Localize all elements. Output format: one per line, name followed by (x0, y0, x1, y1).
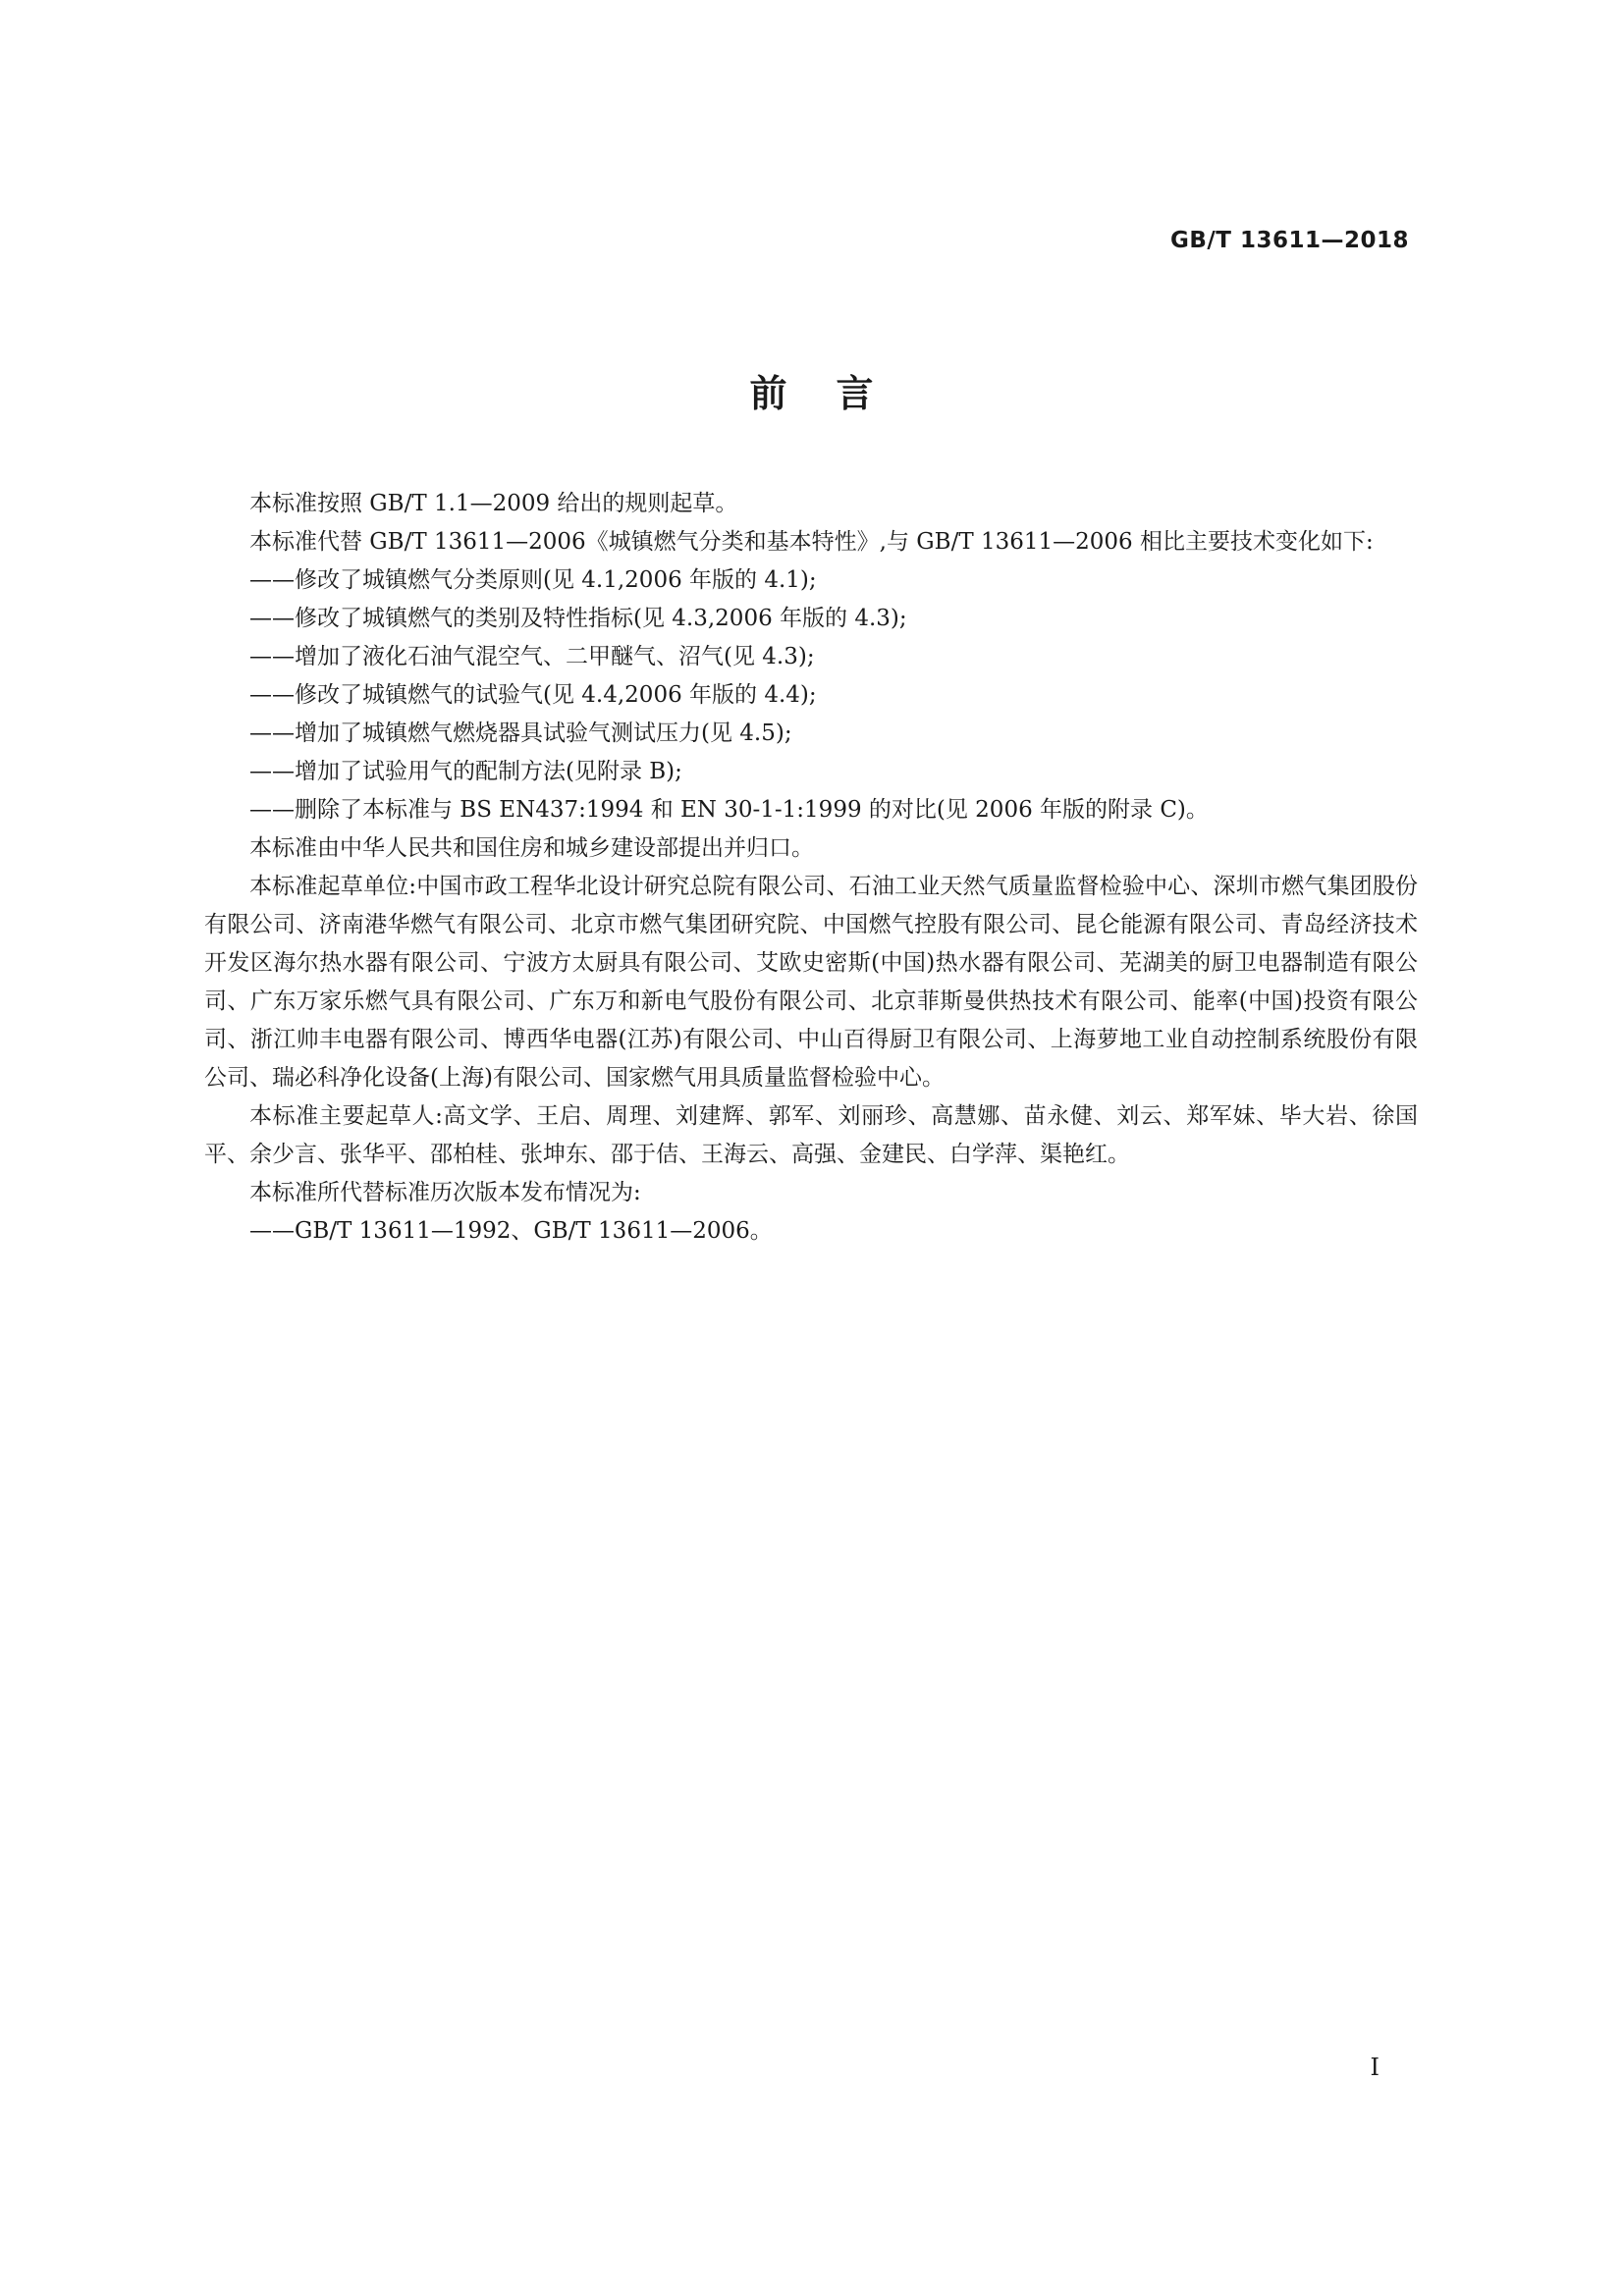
change-item: ——修改了城镇燃气的类别及特性指标(见 4.3,2006 年版的 4.3); (249, 606, 907, 631)
page-number: I (1370, 2054, 1380, 2081)
document-body (204, 485, 1418, 1251)
change-item: ——增加了试验用气的配制方法(见附录 B); (249, 759, 682, 784)
paragraph-drafting-units: 本标准起草单位:中国市政工程华北设计研究总院有限公司、石油工业天然气质量监督检验中心、深圳市燃气集团股份有限公司、济南港华燃气有限公司、北京市燃气集团研究院、中国燃气控股有限公司、昆仑能源有限公司、青岛经济技术开发区海尔热水器有限公司、宁波方太厨具有限公司、艾欧史密斯(中国)热水器有限公司、芜湖美的厨卫电器制造有限公司、广东万家乐燃气具有限公司、广东万和新电气股份有限公司、北京菲斯曼供热技术有限公司、能率(中国)投资有限公司、浙江帅丰电器有限公司、博西华电器(江苏)有限公司、中山百得厨卫有限公司、上海萝地工业自动控制系统股份有限公司、瑞必科净化设备(上海)有限公司、国家燃气用具质量监督检验中心。 (204, 874, 1418, 1091)
paragraph-history-intro: 本标准所代替标准历次版本发布情况为: (249, 1180, 641, 1205)
paragraph-drafting-rules: 本标准按照 GB/T 1.1—2009 给出的规则起草。 (249, 491, 738, 516)
change-item: ——删除了本标准与 BS EN437:1994 和 EN 30-1-1:1999 的对比(见 2006 年版的附录 C)。 (249, 797, 1209, 823)
change-item: ——增加了城镇燃气燃烧器具试验气测试压力(见 4.5); (249, 721, 792, 746)
standard-number: GB/T 13611—2018 (1169, 228, 1409, 253)
paragraph-drafters: 本标准主要起草人:高文学、王启、周理、刘建辉、郭军、刘丽珍、高慧娜、苗永健、刘云、郑军妹、毕大岩、徐国平、余少言、张华平、邵柏桂、张坤东、邵于佶、王海云、高强、金建民、白学萍、渠艳红。 (204, 1103, 1418, 1167)
paragraph-replaces: 本标准代替 GB/T 13611—2006《城镇燃气分类和基本特性》,与 GB/T 13611—2006 相比主要技术变化如下: (249, 529, 1374, 555)
change-item: ——增加了液化石油气混空气、二甲醚气、沼气(见 4.3); (249, 644, 815, 669)
paragraph-proposer: 本标准由中华人民共和国住房和城乡建设部提出并归口。 (249, 835, 814, 861)
change-item: ——修改了城镇燃气分类原则(见 4.1,2006 年版的 4.1); (249, 567, 817, 593)
change-item: ——修改了城镇燃气的试验气(见 4.4,2006 年版的 4.4); (249, 682, 817, 708)
history-item: ——GB/T 13611—1992、GB/T 13611—2006。 (249, 1218, 773, 1244)
page-title: 前言 (749, 372, 923, 415)
